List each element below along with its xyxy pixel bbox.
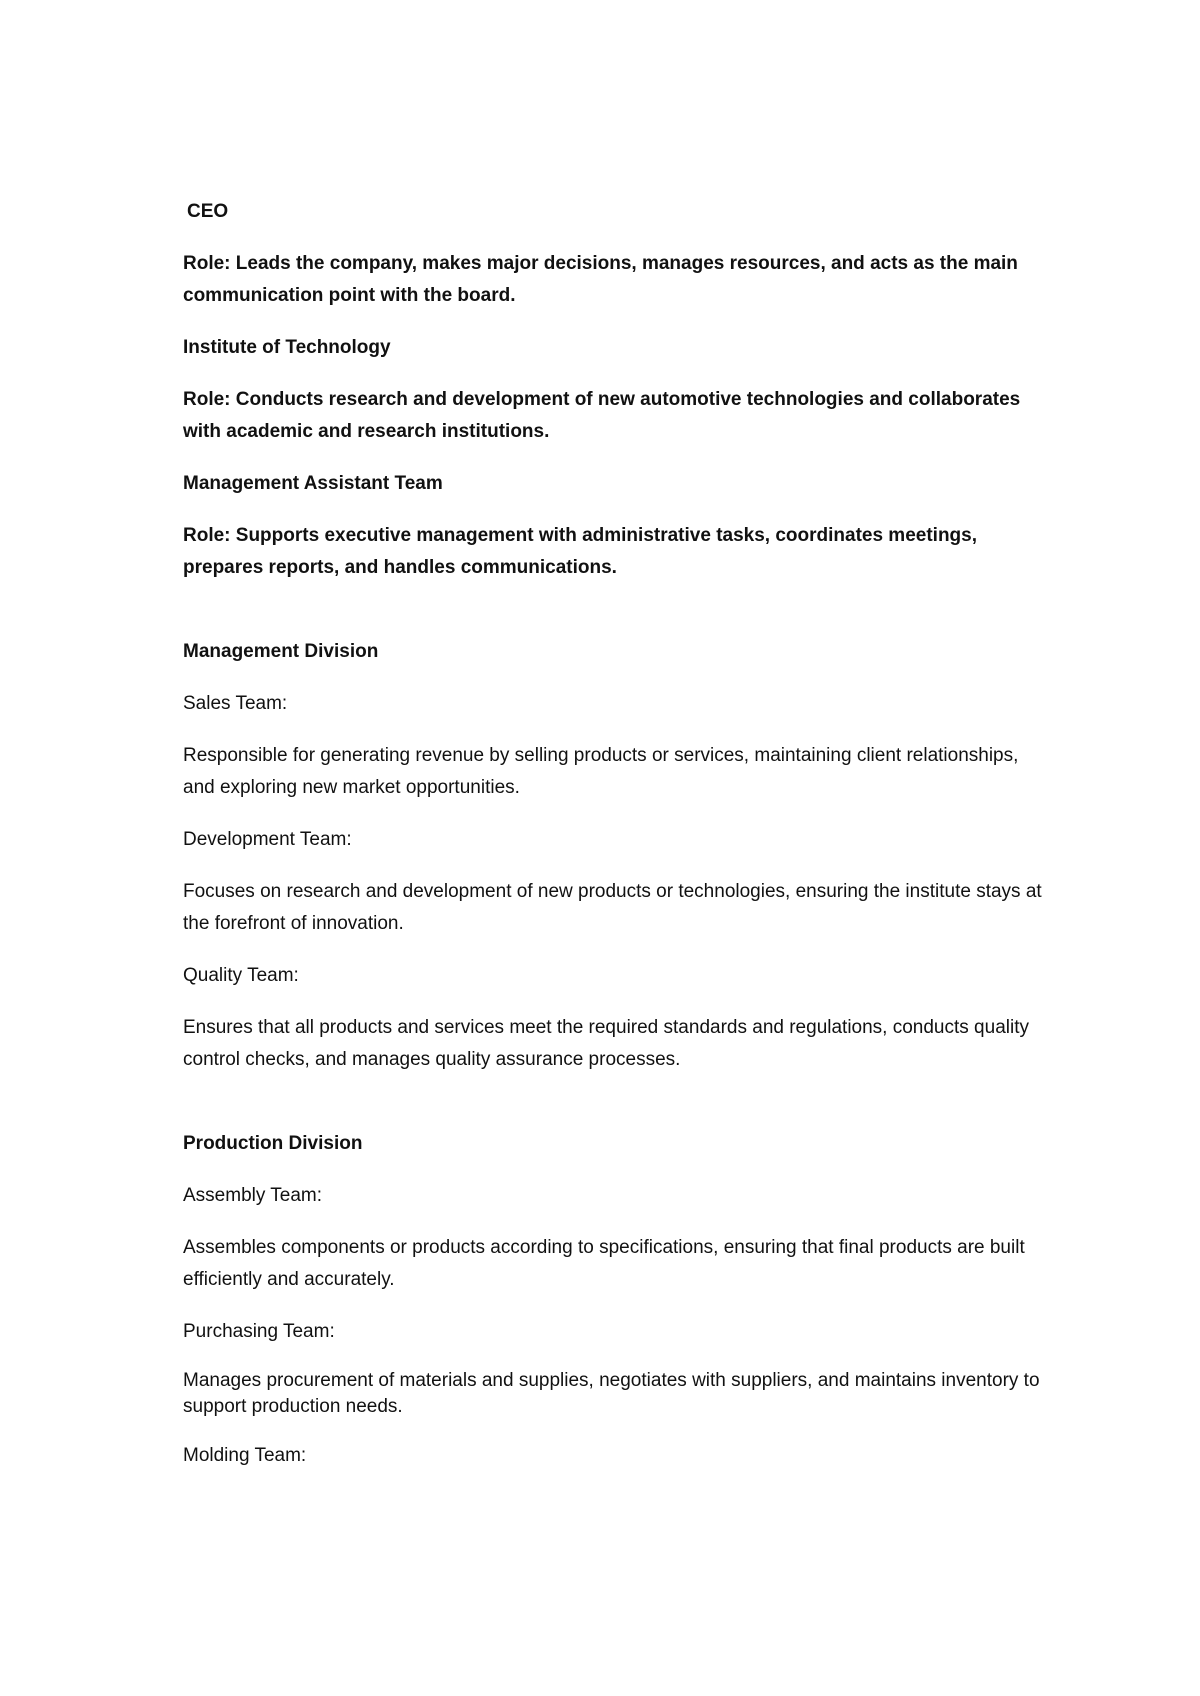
assistant-title: Management Assistant Team xyxy=(183,473,443,494)
quality-team-name: Quality Team: xyxy=(183,965,299,986)
molding-team-name: Molding Team: xyxy=(183,1445,307,1466)
management-division-heading: Management Division xyxy=(183,641,379,662)
purchasing-team-name: Purchasing Team: xyxy=(183,1321,335,1342)
development-team-name: Development Team: xyxy=(183,829,352,850)
institute-role: Role: Conducts research and development of new automotive technologies and collaborates with academic and research institutions. xyxy=(183,389,1021,442)
sales-team-description: Responsible for generating revenue by selling products or services, maintaining client relationships, and exploring new market opportunities. xyxy=(183,745,1019,798)
institute-title: Institute of Technology xyxy=(183,337,391,358)
ceo-role: Role: Leads the company, makes major decisions, manages resources, and acts as the main communication point with the board. xyxy=(183,253,1018,306)
sales-team-name: Sales Team: xyxy=(183,693,288,714)
assembly-team-description: Assembles components or products according to specifications, ensuring that final products are built efficiently and accurately. xyxy=(183,1237,1025,1290)
development-team-description: Focuses on research and development of new products or technologies, ensuring the institute stays at the forefront of innovation. xyxy=(183,881,1042,934)
quality-team-description: Ensures that all products and services meet the required standards and regulations, conducts quality control checks, and manages quality assurance processes. xyxy=(183,1017,1029,1070)
assistant-role: Role: Supports executive management with administrative tasks, coordinates meetings, prepares reports, and handles communications. xyxy=(183,525,978,578)
ceo-title: CEO xyxy=(187,201,229,222)
document-body xyxy=(183,196,1043,1472)
production-division-heading: Production Division xyxy=(183,1133,363,1154)
purchasing-team-description: Manages procurement of materials and supplies, negotiates with suppliers, and maintains inventory to support production needs. xyxy=(183,1370,1040,1417)
assembly-team-name: Assembly Team: xyxy=(183,1185,323,1206)
